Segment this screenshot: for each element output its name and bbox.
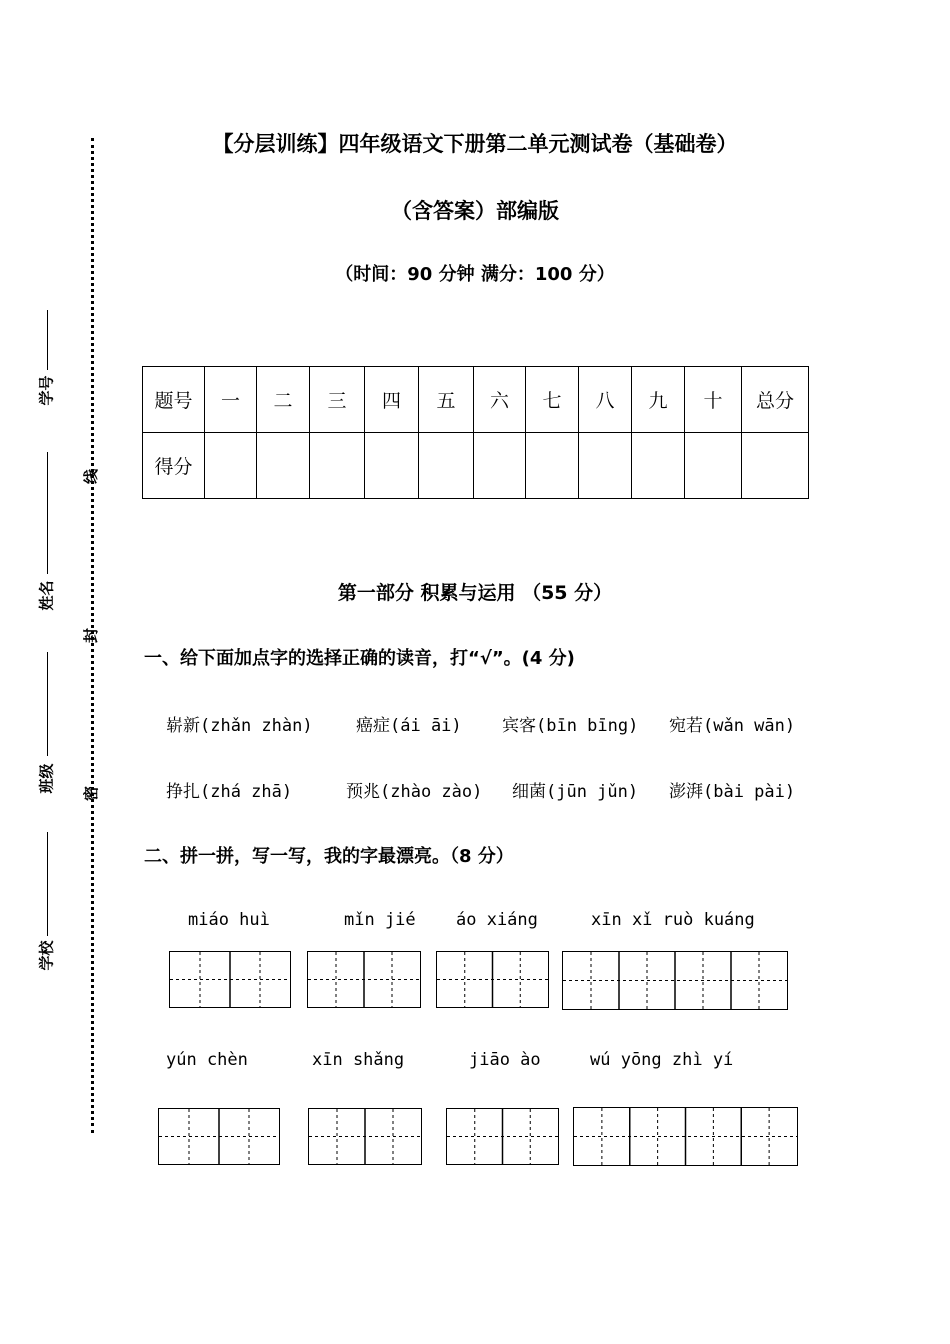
- question-2-prompt: 二、拼一拼，写一写，我的字最漂亮。（8 分）: [144, 846, 514, 867]
- score-cell[interactable]: [205, 433, 257, 499]
- col-3: 三: [310, 367, 365, 433]
- page-title-continued: （含答案）部编版: [391, 199, 559, 223]
- time-score-info: （时间：90 分钟 满分：100 分）: [335, 264, 615, 285]
- score-cell[interactable]: [526, 433, 579, 499]
- writing-grid[interactable]: [158, 1108, 280, 1165]
- q1-item[interactable]: 癌症(ái āi): [356, 716, 462, 736]
- col-1: 一: [205, 367, 257, 433]
- pinyin-label: mǐn jié: [344, 910, 416, 930]
- q1-item[interactable]: 预兆(zhào zào): [346, 782, 483, 802]
- col-10: 十: [685, 367, 742, 433]
- score-table: [142, 366, 809, 499]
- score-cell[interactable]: [257, 433, 310, 499]
- writing-grid[interactable]: [308, 1108, 422, 1165]
- row-label: 得分: [143, 433, 205, 499]
- col-9: 九: [632, 367, 685, 433]
- writing-grid[interactable]: [169, 951, 291, 1008]
- col-2: 二: [257, 367, 310, 433]
- header-label: 题号: [143, 367, 205, 433]
- q1-item[interactable]: 宾客(bīn bīng): [502, 716, 639, 736]
- score-cell[interactable]: [632, 433, 685, 499]
- score-cell[interactable]: [742, 433, 809, 499]
- q1-item[interactable]: 宛若(wǎn wān): [669, 716, 796, 736]
- col-5: 五: [419, 367, 474, 433]
- col-4: 四: [365, 367, 419, 433]
- class-label: 班级: [37, 763, 56, 794]
- writing-grid[interactable]: [307, 951, 421, 1008]
- binding-mark-line: 线: [82, 468, 101, 485]
- writing-grid[interactable]: [446, 1108, 559, 1165]
- pinyin-label: xīn shǎng: [312, 1050, 405, 1070]
- pinyin-label: yún chèn: [166, 1050, 248, 1070]
- name-blank: [47, 452, 48, 574]
- school-blank: [47, 832, 48, 936]
- writing-grid[interactable]: [436, 951, 549, 1008]
- pinyin-label: miáo huì: [188, 910, 270, 930]
- binding-mark-seal: 封: [82, 627, 101, 644]
- pinyin-label: xīn xǐ ruò kuáng: [591, 910, 755, 930]
- q1-item[interactable]: 澎湃(bài pài): [669, 782, 796, 802]
- writing-grid[interactable]: [562, 951, 788, 1010]
- score-cell[interactable]: [685, 433, 742, 499]
- q1-item[interactable]: 崭新(zhǎn zhàn): [166, 716, 313, 736]
- school-label: 学校: [37, 940, 56, 971]
- page-title: 【分层训练】四年级语文下册第二单元测试卷（基础卷）: [212, 132, 738, 156]
- student-id-label: 学号: [37, 375, 56, 406]
- col-8: 八: [579, 367, 632, 433]
- q1-item[interactable]: 细菌(jūn jǔn): [512, 782, 639, 802]
- score-table-score-row: [143, 433, 809, 499]
- pinyin-label: áo xiáng: [456, 910, 538, 930]
- score-cell[interactable]: [579, 433, 632, 499]
- name-label: 姓名: [37, 580, 56, 611]
- score-cell[interactable]: [310, 433, 365, 499]
- col-6: 六: [474, 367, 526, 433]
- binding-mark-secret: 密: [82, 785, 101, 802]
- pinyin-label: jiāo ào: [469, 1050, 541, 1070]
- question-1-prompt: 一、给下面加点字的选择正确的读音，打“√”。(4 分): [144, 648, 575, 669]
- q1-item[interactable]: 挣扎(zhá zhā): [166, 782, 293, 802]
- student-id-blank: [47, 310, 48, 370]
- score-cell[interactable]: [419, 433, 474, 499]
- col-7: 七: [526, 367, 579, 433]
- section-1-title: 第一部分 积累与运用 （55 分）: [337, 582, 613, 604]
- pinyin-label: wú yōng zhì yí: [590, 1050, 734, 1070]
- score-cell[interactable]: [365, 433, 419, 499]
- writing-grid[interactable]: [573, 1107, 798, 1166]
- col-total: 总分: [742, 367, 809, 433]
- score-cell[interactable]: [474, 433, 526, 499]
- class-blank: [47, 652, 48, 756]
- score-table-header-row: [143, 367, 809, 433]
